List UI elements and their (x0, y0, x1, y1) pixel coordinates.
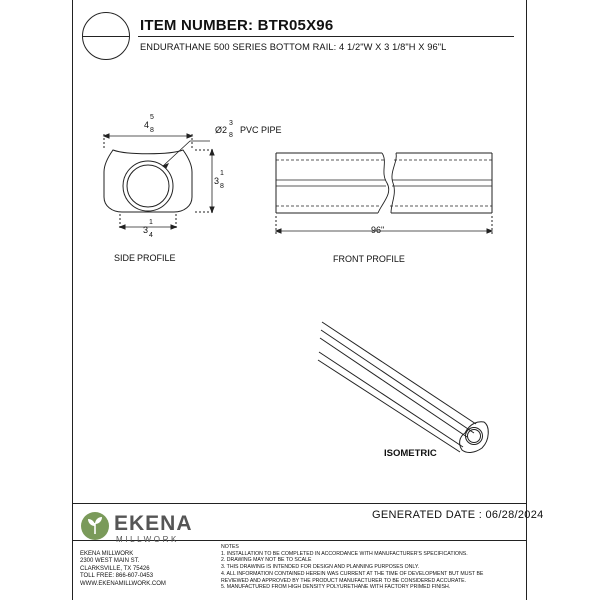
length-dimension: 96" (371, 225, 385, 235)
width-dimension-denominator: 8 (150, 127, 154, 134)
company-logo (80, 510, 193, 544)
note-line: 2. DRAWING MAY NOT BE TO SCALE (221, 557, 312, 564)
note-line: 1. INSTALLATION TO BE COMPLETED IN ACCORDANCE WITH MANUFACTURER'S SPECIFICATIONS. (221, 550, 468, 557)
leaf-logo-icon (80, 511, 110, 541)
company-city: CLARKSVILLE, TX 75426 (80, 565, 150, 572)
pipe-dimension-denominator: 8 (229, 132, 233, 139)
notes-title: NOTES (221, 544, 239, 550)
side-profile-label-side: SIDE (114, 253, 136, 263)
height-dimension-denominator: 8 (220, 183, 224, 190)
bottom-dimension-whole: 3 (143, 225, 149, 235)
company-name: EKENA MILLWORK (80, 551, 134, 557)
bottom-dimension-numerator: 1 (149, 219, 153, 226)
pipe-label: PVC PIPE (240, 125, 282, 135)
width-dimension-numerator: 5 (150, 114, 154, 121)
isometric-drawing (318, 322, 488, 452)
company-street: 2300 WEST MAIN ST. (80, 558, 140, 565)
footer-divider (72, 503, 527, 504)
note-line: 3. THIS DRAWING IS INTENDED FOR DESIGN AND PLANNING PURPOSES ONLY. (221, 564, 420, 571)
front-profile-label: FRONT PROFILE (333, 254, 405, 264)
bottom-dimension-denominator: 4 (149, 232, 153, 239)
width-dimension-whole: 4 (144, 120, 150, 130)
note-line: 5. MANUFACTURED FROM HIGH DENSITY POLYURETHANE WITH FACTORY PRIMED FINISH. (221, 584, 451, 591)
side-profile-drawing (104, 134, 215, 230)
logo-subtitle: MILLWORK (116, 535, 179, 544)
side-profile-label-profile: PROFILE (137, 253, 176, 263)
isometric-label: ISOMETRIC (384, 448, 437, 459)
company-phone: TOLL FREE: 866-607-0453 (80, 573, 154, 580)
front-profile-drawing (276, 153, 492, 234)
notes-block (221, 544, 483, 591)
height-dimension-whole: 3 (214, 176, 220, 186)
note-line: 4. ALL INFORMATION CONTAINED HEREIN WAS CURRENT AT THE TIME OF DEVELOPMENT BUT MUST BE (221, 570, 484, 577)
height-dimension-numerator: 1 (220, 170, 224, 177)
logo-name: EKENA (114, 512, 193, 535)
note-line: REVIEWED AND APPROVED BY THE PRODUCT MANUFACTURER TO BE CONSIDERED ACCURATE. (221, 577, 467, 584)
pipe-dimension-prefix: Ø2 (215, 125, 228, 135)
item-description: ENDURATHANE 500 SERIES BOTTOM RAIL: 4 1/2"W X 3 1/8"H X 96"L (140, 42, 447, 52)
item-number-title: ITEM NUMBER: BTR05X96 (140, 17, 334, 34)
pipe-dimension-numerator: 3 (229, 120, 233, 127)
company-website: WWW.EKENAMILLWORK.COM (80, 580, 166, 587)
generated-date: GENERATED DATE : 06/28/2024 (372, 509, 544, 521)
company-address-block (80, 551, 166, 588)
